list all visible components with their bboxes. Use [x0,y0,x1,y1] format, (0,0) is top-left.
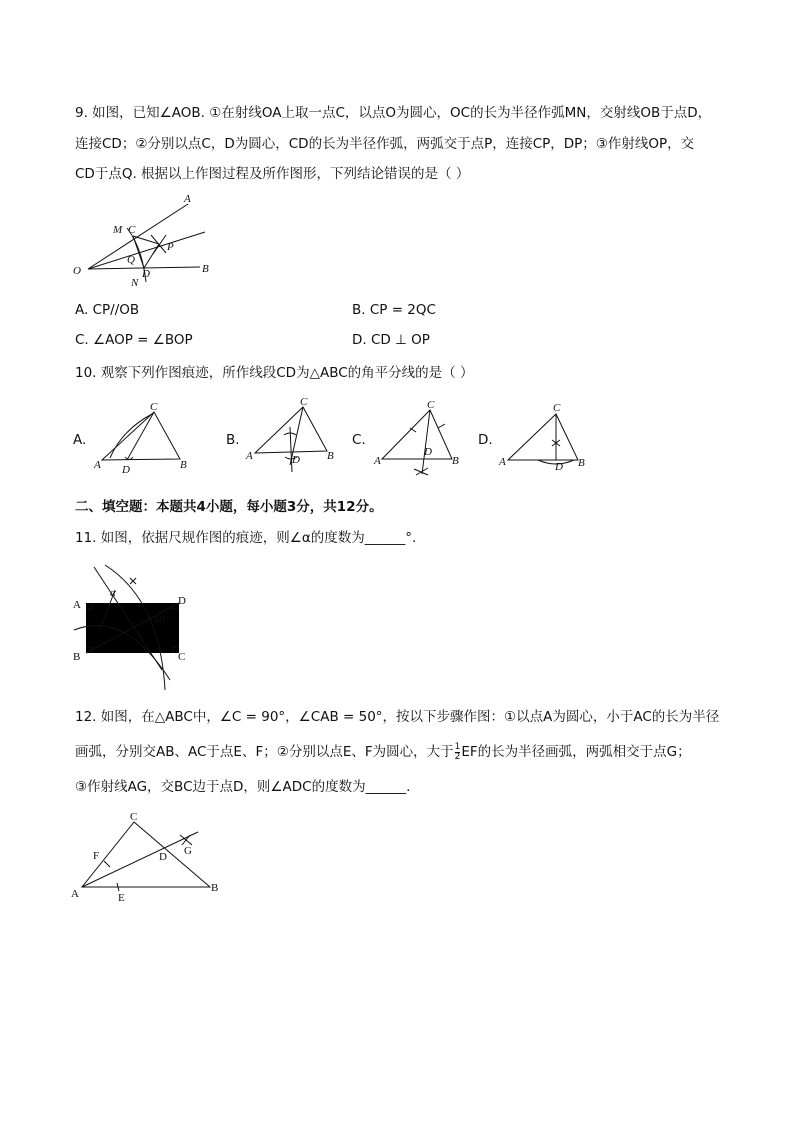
q9-option-c: C. ∠AOP = ∠BOP [75,332,193,348]
svg-text:B: B [180,459,187,471]
svg-text:C: C [150,401,158,413]
q9-option-d: D. CD ⊥ OP [352,332,430,348]
label-B: B [202,263,209,275]
svg-text:B: B [73,651,81,663]
svg-text:C: C [300,396,308,408]
svg-text:C: C [130,811,138,823]
svg-text:A: A [73,599,81,611]
svg-text:A: A [94,459,101,471]
svg-text:D: D [122,464,130,476]
q10-figure-d [498,400,598,480]
svg-text:E: E [118,892,125,904]
q9-figure [70,192,220,292]
q10-option-b-letter: B. [226,432,240,448]
svg-text:F: F [93,850,100,862]
ray-AG [82,832,198,887]
label-D: D [142,268,150,280]
q10-option-c-letter: C. [352,432,366,448]
q10-figure-c [372,398,472,478]
svg-text:B: B [327,450,334,462]
label-A: A [184,193,191,205]
q10-option-a-letter: A. [73,432,87,448]
svg-text:C: C [553,402,561,414]
svg-text:D: D [178,595,186,607]
q12-text-line2a: 画弧，分别交AB、AC于点E、F；②分别以点E、F为圆心，大于 [75,744,454,760]
q12-text-line2 [75,742,691,762]
label-P: P [167,241,174,253]
svg-text:D: D [424,446,432,458]
q11-figure [70,560,195,690]
q9-option-a: A. CP//OB [75,302,140,318]
svg-text:60°: 60° [154,614,170,626]
q12-text-line3: ③作射线AG，交BC边于点D，则∠ADC的度数为______. [75,779,411,795]
q9-text-line1: 9. 如图，已知∠AOB. ①在射线OA上取一点C，以点O为圆心，OC的长为半径作弧MN，交射线OB于点D， [75,105,712,121]
q10-figure-b [245,395,345,475]
segment-DP [144,244,159,268]
q9-text-line3: CD于点Q. 根据以上作图过程及所作图形，下列结论错误的是（ ） [75,166,470,182]
svg-text:C: C [178,651,186,663]
svg-text:A: A [499,456,506,468]
q12-text-line2b: EF的长为半径画弧，两弧相交于点G； [461,744,691,760]
fraction-numerator: 1 [454,741,461,752]
q11-text-line1: 11. 如图，依据尺规作图的痕迹，则∠α的度数为______°. [75,530,417,546]
svg-text:α: α [110,587,116,599]
svg-text:D: D [555,461,563,473]
svg-text:C: C [427,399,435,411]
q9-text-line2: 连接CD；②分别以点C，D为圆心，CD的长为半径作弧，两弧交于点P，连接CP，DP；③作射线OP，交 [75,136,695,152]
label-C: C [128,224,136,236]
q9-option-b: B. CP = 2QC [352,302,436,318]
q12-figure [70,805,230,905]
svg-text:D: D [292,454,300,466]
svg-text:D: D [159,851,167,863]
svg-text:B: B [211,882,219,894]
section-2-heading: 二、填空题：本题共4小题，每小题3分，共12分。 [75,499,383,515]
svg-text:G: G [184,845,192,857]
svg-text:B: B [578,457,585,469]
q10-text-line1: 10. 观察下列作图痕迹，所作线段CD为△ABC的角平分线的是（ ） [75,365,474,381]
label-N: N [131,277,139,289]
q10-figure-a [92,400,192,480]
svg-text:A: A [374,455,381,467]
label-O: O [73,265,81,277]
ray-OA [88,204,188,269]
svg-text:A: A [71,888,79,900]
q10-option-d-letter: D. [478,432,493,448]
label-M: M [113,224,123,236]
q12-text-line1: 12. 如图，在△ABC中，∠C = 90°，∠CAB = 50°，按以下步骤作图：①以点A为圆心，小于AC的长为半径 [75,709,720,725]
svg-text:B: B [452,455,459,467]
label-Q: Q [127,254,135,266]
fraction-one-half [455,743,461,762]
fraction-denominator: 2 [454,751,461,762]
svg-text:A: A [246,450,253,462]
